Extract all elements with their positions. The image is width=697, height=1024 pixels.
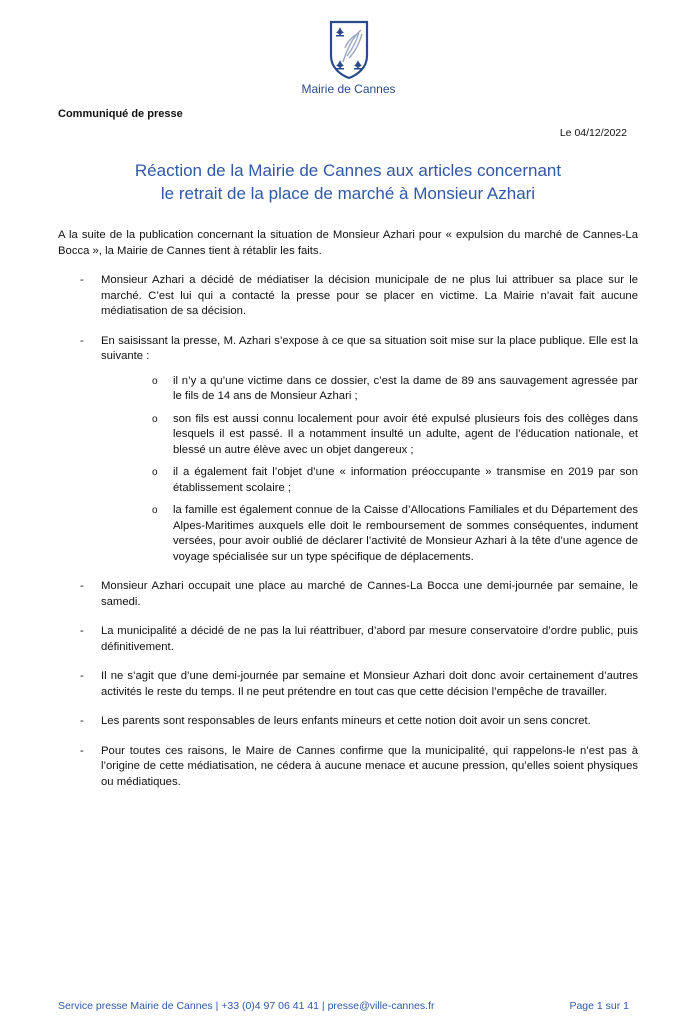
sub-list-item: [150, 465, 638, 496]
sub-bullet-text: son fils est aussi connu localement pour avoir été expulsé plusieurs fois des collèges dans lesquels il est passé. Il a notamment insulté un adulte, agent de l’éducation nationale, et blessé un autre élève avec un objet dangereux ;: [173, 412, 638, 456]
list-item: [58, 273, 638, 320]
bullet-text: Les parents sont responsables de leurs enfants mineurs et cette notion doit avoir un sens concret.: [101, 715, 591, 727]
document-title: [58, 159, 638, 205]
sub-bullet-text: il n’y a qu’une victime dans ce dossier, c’est la dame de 89 ans sauvagement agressée par le fils de 14 ans de Monsieur Azhari ;: [173, 374, 638, 402]
list-item: [58, 579, 638, 610]
sub-bullet-text: il a également fait l’objet d’une « information préoccupante » transmise en 2019 par son établissement scolaire ;: [173, 466, 638, 494]
circle-marker: o: [152, 413, 158, 425]
list-item: [58, 714, 638, 730]
dash-marker: -: [80, 625, 84, 637]
dash-marker: -: [80, 580, 84, 592]
dash-marker: -: [80, 274, 84, 286]
sub-list-item: [150, 412, 638, 459]
bullet-text: Monsieur Azhari occupait une place au marché de Cannes-La Bocca une demi-journée par semaine, le samedi.: [101, 580, 638, 608]
list-item: [58, 334, 638, 566]
bullet-text: La municipalité a décidé de ne pas la lui réattribuer, d’abord par mesure conservatoire d’ordre public, puis définitivement.: [101, 625, 638, 653]
title-line-2: le retrait de la place de marché à Monsieur Azhari: [160, 184, 536, 203]
dash-marker: -: [80, 670, 84, 682]
circle-marker: o: [152, 505, 158, 516]
page-footer: [58, 1000, 629, 1012]
cannes-coat-of-arms-icon: [329, 20, 369, 80]
release-date: Le 04/12/2022: [559, 127, 627, 139]
bullet-text: En saisissant la presse, M. Azhari s’expose à ce que sa situation soit mise sur la place publique. Elle est la suivante :: [101, 334, 638, 362]
footer-contact: Service presse Mairie de Cannes | +33 (0)4 97 06 41 41 | presse@ville-cannes.fr: [58, 1000, 435, 1012]
sub-list-item: [150, 374, 638, 405]
dash-marker: -: [80, 334, 84, 347]
dash-marker: -: [80, 715, 84, 727]
title-line-1: Réaction de la Mairie de Cannes aux articles concernant: [134, 161, 562, 180]
main-bullet-list: [58, 273, 638, 790]
sub-list-item: [150, 503, 638, 565]
sub-bullet-list: [101, 374, 638, 566]
document-body: [58, 228, 638, 804]
list-item: [58, 624, 638, 655]
dash-marker: -: [80, 744, 84, 757]
list-item: [58, 744, 638, 791]
circle-marker: o: [152, 467, 158, 478]
intro-paragraph: A la suite de la publication concernant la situation de Monsieur Azhari pour « expulsion du marché de Cannes-La Bocca », la Mairie de Cannes tient à rétablir les faits.: [58, 229, 638, 257]
list-item: [58, 669, 638, 700]
logo-text: Mairie de Cannes: [301, 82, 396, 96]
bullet-text: Monsieur Azhari a décidé de médiatiser la décision municipale de ne plus lui attribuer sa place sur le marché. C’est lui qui a contacté la presse pour se placer en victime. La Mairie n’avait fait aucune médiatisation de sa décision.: [101, 274, 638, 317]
press-release-label: Communiqué de presse: [58, 108, 183, 120]
mairie-logo: [0, 20, 697, 96]
circle-marker: o: [152, 375, 158, 387]
bullet-text: Pour toutes ces raisons, le Maire de Cannes confirme que la municipalité, qui rappelons-le n’est pas à l’origine de cette médiatisation, ne cédera à aucune menace et aucune pression, qu’elles soient physiques ou médiatiques.: [101, 744, 638, 788]
sub-bullet-text: la famille est également connue de la Caisse d’Allocations Familiales et du Département des Alpes-Maritimes auxquels elle doit le remboursement de sommes conséquentes, indument versées, pour avoir oublié de déclarer l’activité de Monsieur Azhari à la tête d’une agence de voyage spécialisée sur un type spécifique de déplacements.: [173, 504, 638, 563]
bullet-text: Il ne s’agit que d’une demi-journée par semaine et Monsieur Azhari doit donc avoir certainement d’autres activités le reste du temps. Il ne peut prétendre en tout cas que cette décision l’empêche de travailler.: [101, 670, 638, 698]
page-number: Page 1 sur 1: [569, 1000, 629, 1012]
